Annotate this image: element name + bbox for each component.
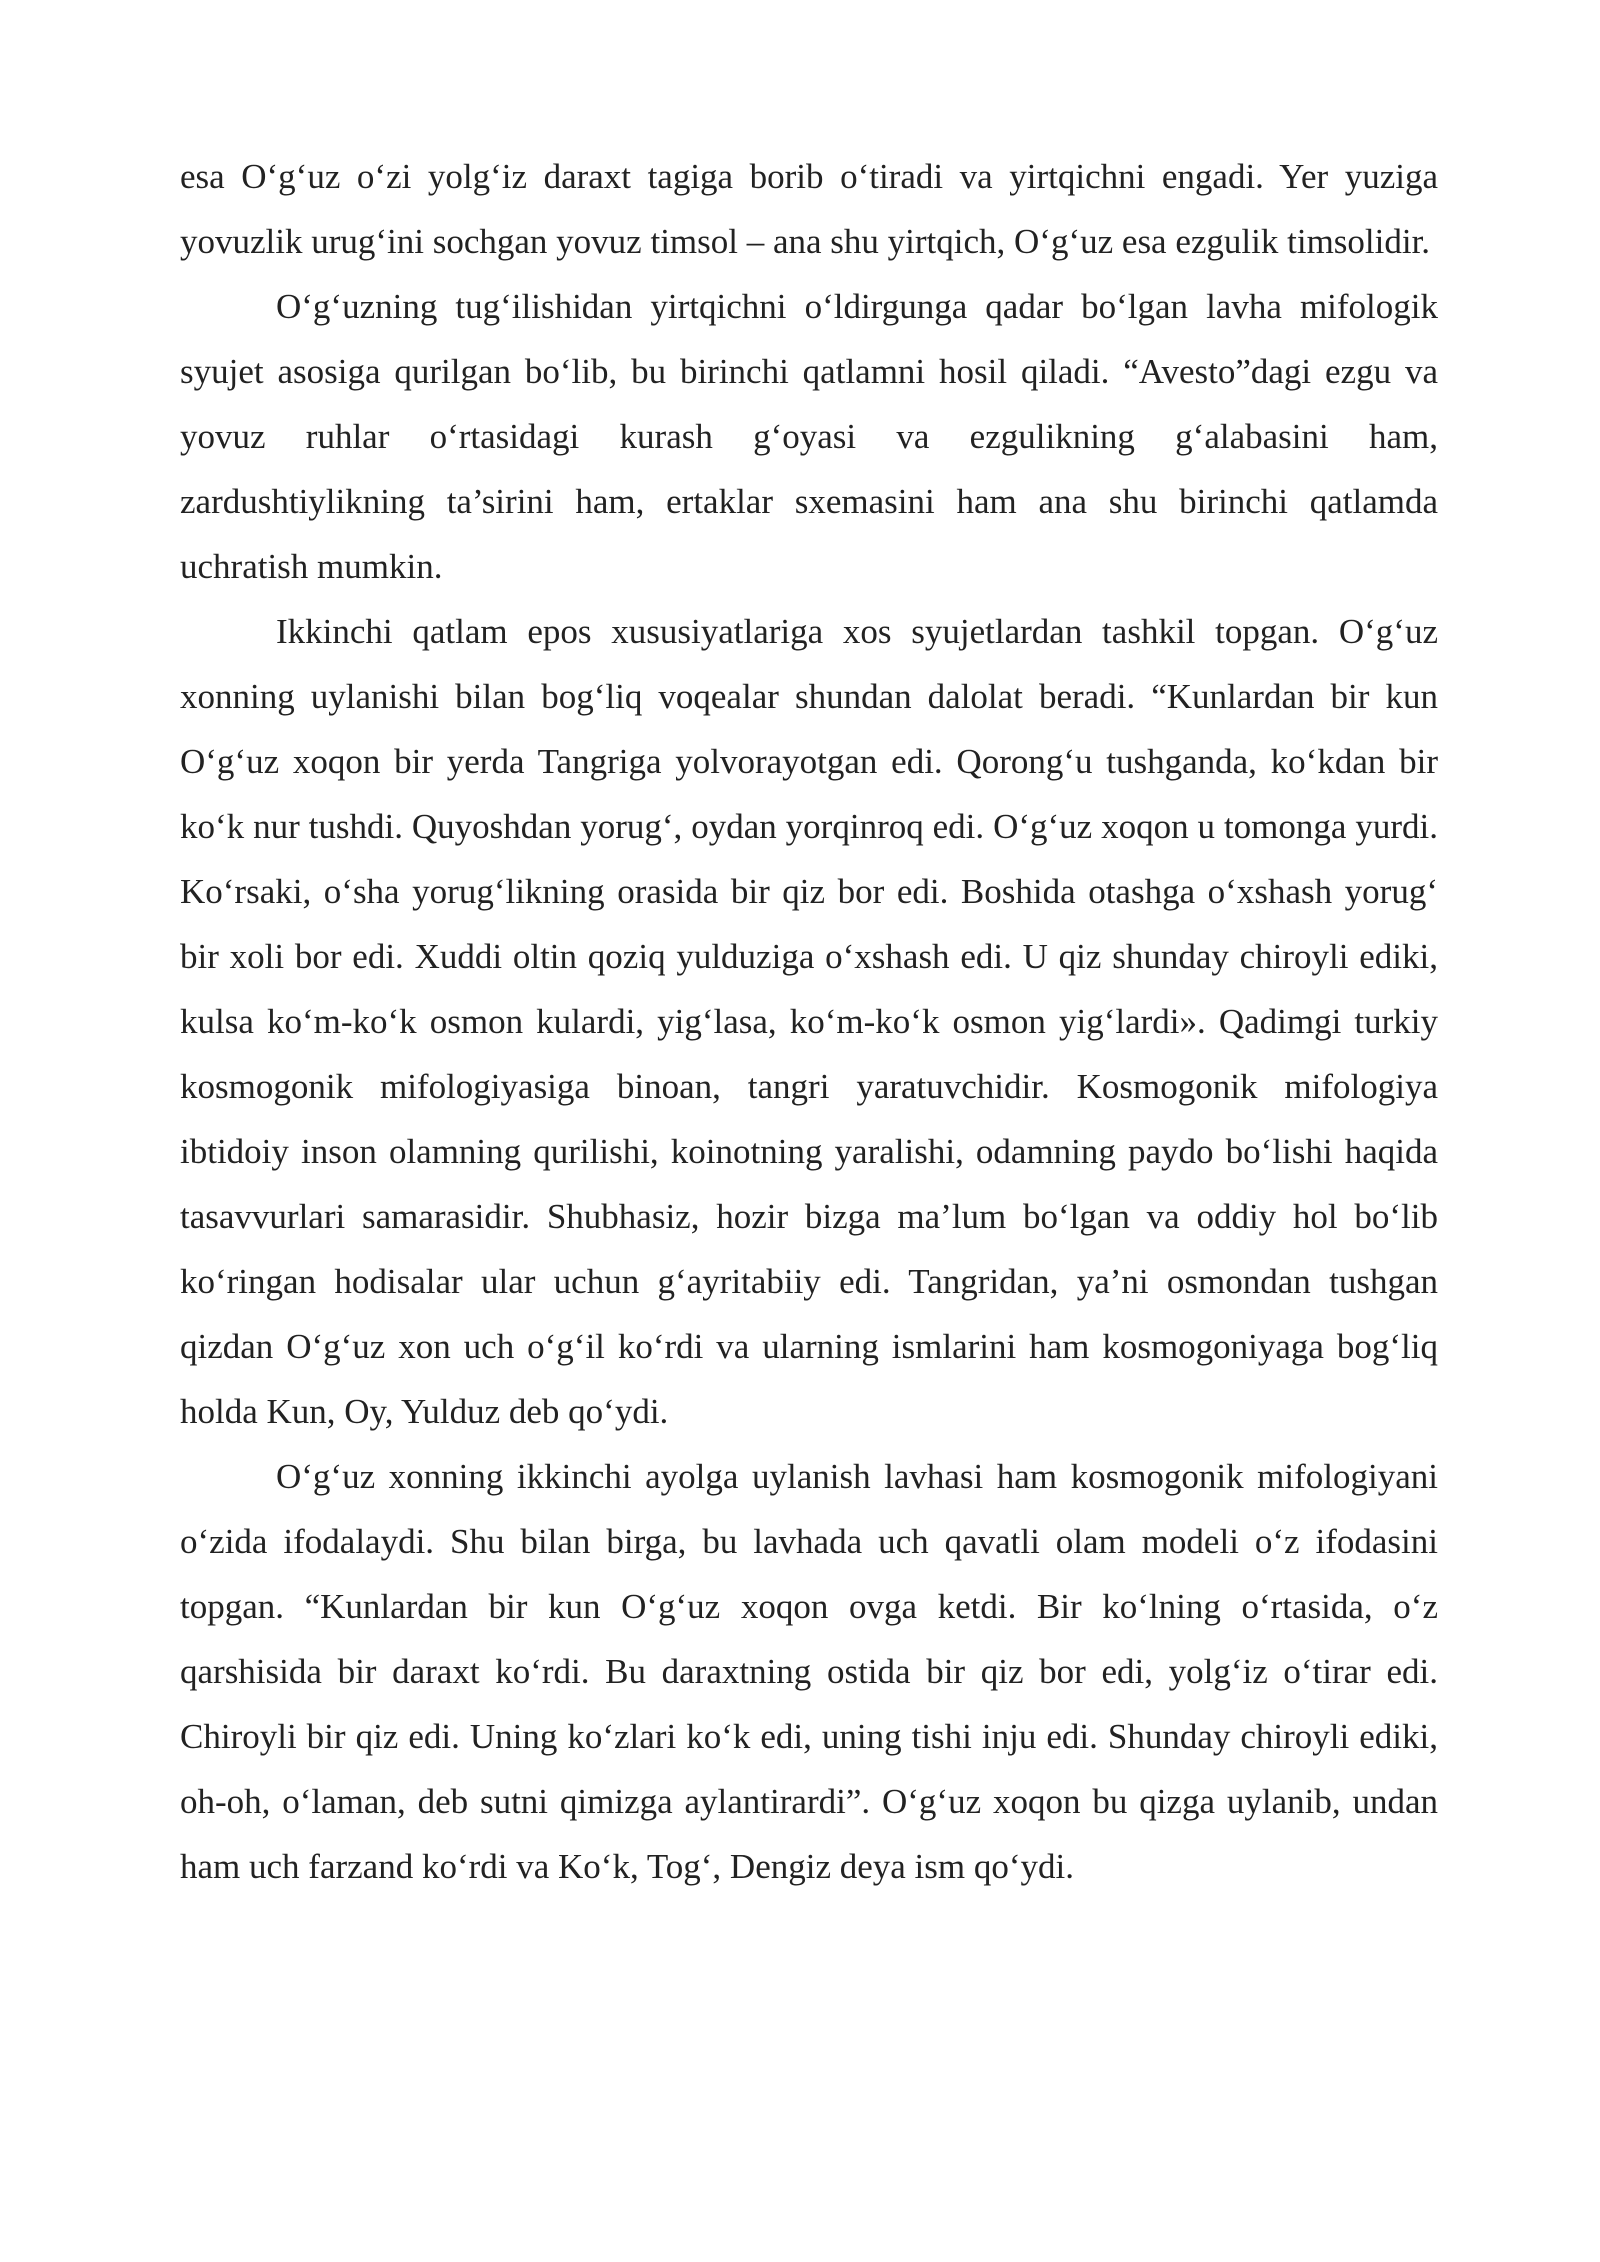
paragraph-second-layer: Ikkinchi qatlam epos xususiyatlariga xos syujetlardan tashkil topgan. O‘g‘uz xonning uylanishi bilan bog‘liq voqealar shundan dalolat beradi. “Kunlardan bir kun O‘g‘uz xoqon bir yerda Tangriga yolvorayotgan edi. Qorong‘u tushganda, ko‘kdan bir ko‘k nur tushdi. Quyoshdan yorug‘, oydan yorqinroq edi. O‘g‘uz xoqon u tomonga yurdi. Ko‘rsaki, o‘sha yorug‘likning orasida bir qiz bor edi. Boshida otashga o‘xshash yorug‘ bir xoli bor edi. Xuddi oltin qoziq yulduziga o‘xshash edi. U qiz shunday chiroyli ediki, kulsa ko‘m-ko‘k osmon kulardi, yig‘lasa, ko‘m-ko‘k osmon yig‘lardi». Qadimgi turkiy kosmogonik mifologiyasiga binoan, tangri yaratuvchidir. Kosmogonik mifologiya ibtidoiy inson olamning qurilishi, koinotning yaralishi, odamning paydo bo‘lishi haqida tasavvurlari samarasidir. Shubhasiz, hozir bizga ma’lum bo‘lgan va oddiy hol bo‘lib ko‘ringan hodisalar ular uchun g‘ayritabiiy edi. Tangridan, ya’ni osmondan tushgan qizdan O‘g‘uz xon uch o‘g‘il ko‘rdi va ularning ismlarini ham kosmogoniyaga bog‘liq holda Kun, Oy, Yulduz deb qo‘ydi.: [180, 612, 1438, 1431]
paragraph-first-layer: O‘g‘uzning tug‘ilishidan yirtqichni o‘ldirgunga qadar bo‘lgan lavha mifologik syujet asosiga qurilgan bo‘lib, bu birinchi qatlamni hosil qiladi. “Avesto”dagi ezgu va yovuz ruhlar o‘rtasidagi kurash g‘oyasi va ezgulikning g‘alabasini ham, zardushtiylikning ta’sirini ham, ertaklar sxemasini ham ana shu birinchi qatlamda uchratish mumkin.: [180, 287, 1438, 586]
document-body: [180, 144, 1438, 1899]
paragraph-continuation: esa O‘g‘uz o‘zi yolg‘iz daraxt tagiga borib o‘tiradi va yirtqichni engadi. Yer yuziga yovuzlik urug‘ini sochgan yovuz timsol – ana shu yirtqich, O‘g‘uz esa ezgulik timsolidir.: [180, 157, 1438, 261]
paragraph-second-marriage: O‘g‘uz xonning ikkinchi ayolga uylanish lavhasi ham kosmogonik mifologiyani o‘zida ifodalaydi. Shu bilan birga, bu lavhada uch qavatli olam modeli o‘z ifodasini topgan. “Kunlardan bir kun O‘g‘uz xoqon ovga ketdi. Bir ko‘lning o‘rtasida, o‘z qarshisida bir daraxt ko‘rdi. Bu daraxtning ostida bir qiz bor edi, yolg‘iz o‘tirar edi. Chiroyli bir qiz edi. Uning ko‘zlari ko‘k edi, uning tishi inju edi. Shunday chiroyli ediki, oh-oh, o‘laman, deb sutni qimizga aylantirardi”. O‘g‘uz xoqon bu qizga uylanib, undan ham uch farzand ko‘rdi va Ko‘k, Tog‘, Dengiz deya ism qo‘ydi.: [180, 1457, 1438, 1886]
